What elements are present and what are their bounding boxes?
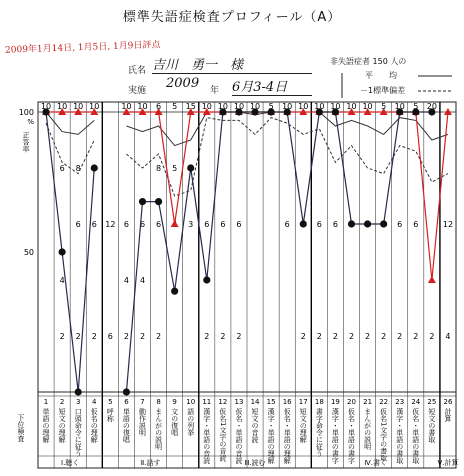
column-number: 24 <box>411 398 421 406</box>
subtest-name: 語の列挙 <box>186 408 195 436</box>
grid-mark-6: 2 <box>123 332 129 341</box>
grid-mark-18: 6 <box>316 220 322 229</box>
series-point-patient <box>203 276 210 283</box>
handwritten-note: 2009年1月14日, 1月5日, 1月9日評点 <box>4 40 161 56</box>
subtest-name: 短文の音読 <box>251 408 260 443</box>
subtest-name: 漢字・単語の書取 <box>395 408 404 464</box>
y-unit: % <box>27 118 34 126</box>
column-number: 13 <box>234 398 244 406</box>
column-number: 14 <box>250 398 260 406</box>
column-number: 25 <box>427 398 437 406</box>
legend-title: 非失語症者 150 人の <box>330 57 407 66</box>
reference-mean-line <box>126 112 448 146</box>
column-number: 2 <box>59 398 65 406</box>
max-score-label: 5 <box>172 102 178 111</box>
column-number: 11 <box>202 398 212 406</box>
max-score-label: 20 <box>426 102 437 111</box>
max-score-label: 10 <box>282 102 293 111</box>
grid-mark-7: 2 <box>139 332 146 341</box>
max-score-label: 5 <box>268 102 274 111</box>
series-point-patient <box>187 164 194 171</box>
grid-mark-19: 2 <box>332 332 338 341</box>
max-score-label: 10 <box>40 102 52 111</box>
grid-mark-12: 6 <box>220 220 226 229</box>
grid-mark-18: 2 <box>316 332 322 341</box>
subtest-name: 単語の理解 <box>42 408 51 443</box>
max-score-label: 10 <box>57 102 68 111</box>
column-number: 3 <box>75 398 81 406</box>
grid-mark-26: 12 <box>442 220 454 229</box>
series-point-patient <box>171 288 178 295</box>
grid-mark-6: 4 <box>123 276 129 285</box>
subtest-name: 呼称 <box>106 408 115 422</box>
name-value: 吉川 勇一 様 <box>152 54 312 74</box>
grid-mark-2: 6 <box>59 164 65 173</box>
grid-mark-8: 2 <box>156 332 162 341</box>
max-score-label: 10 <box>137 102 148 111</box>
grid-mark-11: 2 <box>204 332 210 341</box>
name-label: 氏名 <box>128 66 147 76</box>
grid-mark-10: 3 <box>188 220 194 229</box>
grid-mark-7: 6 <box>139 220 146 229</box>
max-score-label: 10 <box>73 102 84 111</box>
subtest-name: 仮名・単語の書字 <box>347 408 356 464</box>
column-number: 23 <box>395 398 405 406</box>
max-score-label: 10 <box>362 102 373 111</box>
date-label: 実施 <box>128 86 147 96</box>
grid-mark-13: 2 <box>236 332 242 341</box>
grid-mark-3: 8 <box>75 164 81 173</box>
grid-mark-23: 6 <box>397 220 403 229</box>
column-number: 5 <box>108 398 113 406</box>
column-number: 15 <box>266 398 276 406</box>
grid-mark-8: 6 <box>156 220 162 229</box>
column-number: 22 <box>379 398 389 406</box>
subtest-name: 短文の書取 <box>427 408 436 443</box>
series-point-patient <box>59 248 66 255</box>
column-number: 7 <box>140 398 145 406</box>
column-number: 16 <box>282 398 292 406</box>
subtest-name: 仮名1文字の音読 <box>218 408 227 462</box>
grid-mark-22: 2 <box>381 332 387 341</box>
max-score-label: 10 <box>330 102 341 111</box>
reference-sd-line <box>126 118 448 196</box>
max-score-label: 10 <box>298 102 309 111</box>
column-number: 18 <box>314 398 324 406</box>
series-point-patient <box>123 388 130 395</box>
column-number: 19 <box>330 398 340 406</box>
max-score-label: 5 <box>413 102 419 111</box>
subtest-name: 短文の理解 <box>58 408 67 443</box>
max-score-label: 10 <box>121 102 132 111</box>
series-point-patient <box>139 198 146 205</box>
max-score-label: 10 <box>201 102 212 111</box>
row-label: 下位検査 <box>17 414 25 442</box>
max-score-label: 15 <box>185 102 196 111</box>
column-number: 8 <box>156 398 161 406</box>
grid-mark-23: 2 <box>397 332 403 341</box>
max-score-label: 10 <box>394 102 405 111</box>
grid-mark-3: 6 <box>75 220 81 229</box>
max-score-label: 10 <box>346 102 357 111</box>
column-number: 26 <box>443 398 453 406</box>
grid-mark-13: 6 <box>236 220 242 229</box>
grid-mark-26: 4 <box>445 332 451 341</box>
grid-mark-11: 6 <box>204 220 210 229</box>
series-point-patient <box>75 388 82 395</box>
page-title: 標準失語症検査プロフィール（A） <box>122 10 342 25</box>
grid-mark-4: 2 <box>91 332 97 341</box>
subtest-name: 仮名1文字の書取 <box>379 408 388 462</box>
subtest-name: 漢字・単語の書字 <box>331 408 340 464</box>
series-point-patient <box>380 220 387 227</box>
subtest-name: 仮名・単語の書取 <box>411 408 420 464</box>
grid-mark-9: 5 <box>172 164 178 173</box>
section-label: Ⅳ.書く <box>364 459 387 467</box>
grid-mark-2: 4 <box>59 276 65 285</box>
subtest-name: 単語の復唱 <box>122 408 131 443</box>
max-score-label: 10 <box>249 102 261 111</box>
subtest-name: 漢字・単語の音読 <box>202 408 211 464</box>
grid-mark-19: 6 <box>332 220 338 229</box>
column-number: 4 <box>92 398 97 406</box>
subtest-name: 書字命令に従う <box>315 408 324 457</box>
grid-mark-17: 2 <box>300 332 306 341</box>
section-label: Ⅰ.聴く <box>61 459 80 467</box>
series-point-patient <box>91 164 98 171</box>
subtest-name: 計算 <box>443 408 452 422</box>
max-score-label: 10 <box>314 102 325 111</box>
column-number: 17 <box>298 398 308 406</box>
grid-mark-3: 2 <box>75 332 81 341</box>
grid-mark-21: 2 <box>365 332 371 341</box>
subtest-name: 口頭命令に従う <box>74 408 83 457</box>
series-point-patient <box>155 198 162 205</box>
grid-mark-20: 2 <box>348 332 355 341</box>
column-number: 20 <box>347 398 356 406</box>
grid-mark-7: 4 <box>139 276 146 285</box>
subtest-name: 文の復唱 <box>170 408 179 436</box>
max-score-label: 6 <box>156 102 162 111</box>
section-label: Ⅲ.読む <box>244 459 266 467</box>
grid-mark-2: 2 <box>59 332 65 341</box>
date-rest: 6月3-4日 <box>232 76 312 96</box>
subtest-name: まんがの説明 <box>363 408 372 450</box>
date-year-suffix: 年 <box>210 86 220 96</box>
legend-sd: －1標準偏差 <box>360 86 406 95</box>
grid-mark-12: 2 <box>220 332 226 341</box>
column-number: 10 <box>186 398 196 406</box>
subtest-name: 仮名・単語の音読 <box>234 408 243 464</box>
y-axis-label: 正答率 <box>22 131 30 153</box>
grid-mark-24: 6 <box>413 220 419 229</box>
subtest-name: 仮名・単語の理解 <box>283 408 292 464</box>
grid-mark-6: 6 <box>123 220 129 229</box>
grid-mark-5: 6 <box>107 332 113 341</box>
section-label: Ⅴ.計算 <box>437 459 459 467</box>
subtest-name: 漢字・単語の理解 <box>267 408 276 464</box>
subtest-name: 動作説明 <box>138 408 147 436</box>
legend-mean: 平 均 <box>365 71 397 80</box>
column-number: 9 <box>172 398 177 406</box>
column-number: 21 <box>363 398 373 406</box>
section-label: Ⅱ.話す <box>140 459 161 467</box>
max-score-label: 10 <box>217 102 228 111</box>
series-point-patient <box>300 220 307 227</box>
grid-mark-8: 8 <box>156 164 162 173</box>
y-tick-50: 50 <box>23 248 34 257</box>
column-number: 6 <box>124 398 129 406</box>
series-point-red <box>444 108 452 115</box>
subtest-name: まんがの説明 <box>154 408 163 450</box>
date-year: 2009 <box>166 76 200 91</box>
grid-mark-5: 12 <box>105 220 116 229</box>
max-score-label: 10 <box>89 102 100 111</box>
y-tick-100: 100 <box>18 108 34 117</box>
grid-mark-16: 6 <box>284 220 290 229</box>
max-score-label: 10 <box>233 102 245 111</box>
grid-mark-25: 2 <box>429 332 435 341</box>
series-point-patient <box>348 220 355 227</box>
column-number: 1 <box>43 398 49 406</box>
column-number: 12 <box>218 398 228 406</box>
grid-mark-24: 2 <box>413 332 419 341</box>
subtest-name: 仮名の理解 <box>90 408 99 443</box>
grid-mark-4: 6 <box>91 220 97 229</box>
subtest-name: 短文の理解 <box>299 408 308 443</box>
series-point-patient <box>364 220 371 227</box>
series-point-red <box>428 276 436 283</box>
max-score-label: 5 <box>381 102 387 111</box>
